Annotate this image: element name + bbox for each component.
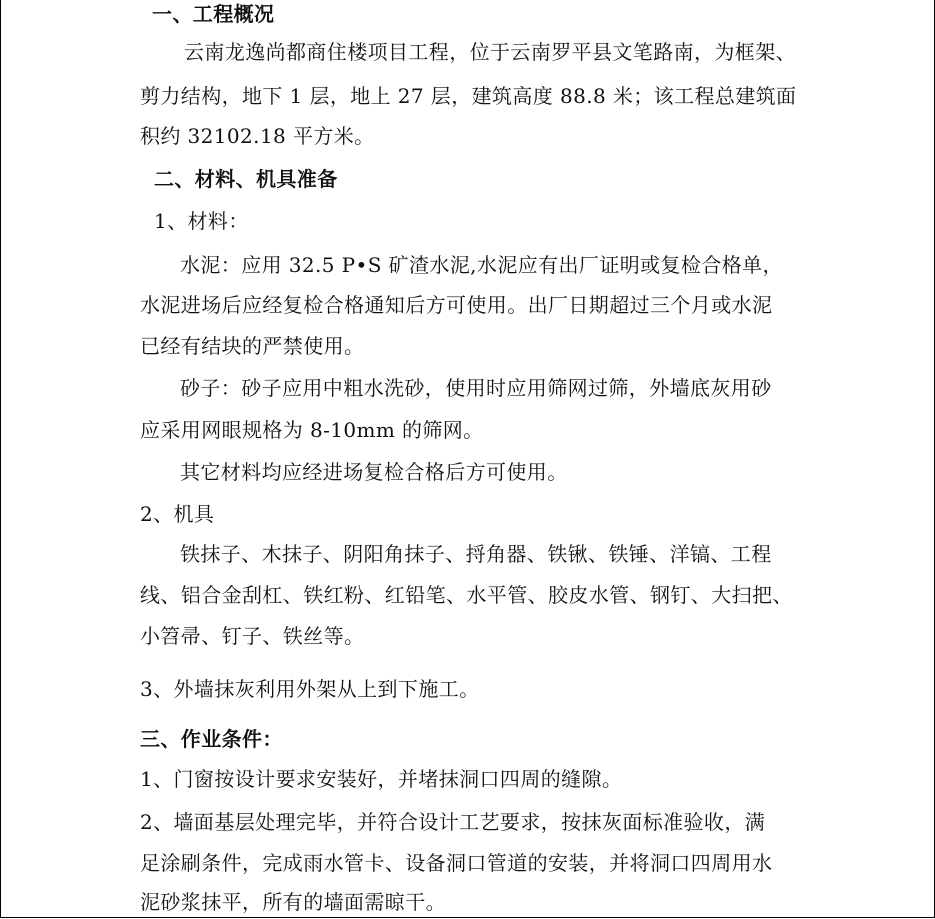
cement-line3: 已经有结块的严禁使用。 — [140, 334, 365, 358]
sand-line2: 应采用网眼规格为 8-10mm 的筛网。 — [140, 418, 484, 442]
plastering-method-line: 3、外墙抹灰利用外架从上到下施工。 — [140, 677, 480, 701]
cement-line1: 水泥：应用 32.5 P•S 矿渣水泥,水泥应有出厂证明或复检合格单， — [180, 253, 783, 277]
condition-item2-line2: 足涂刷条件，完成雨水管卡、设备洞口管道的安装，并将洞口四周用水 — [140, 851, 773, 875]
sand-line1: 砂子：砂子应用中粗水洗砂，使用时应用筛网过筛，外墙底灰用砂 — [180, 376, 772, 400]
section1-heading: 一、工程概况 — [152, 2, 275, 26]
section2-heading: 二、材料、机具准备 — [154, 167, 338, 191]
tools-line3: 小笤帚、钉子、铁丝等。 — [140, 624, 365, 648]
section1-paragraph-line2: 剪力结构，地下 1 层，地上 27 层，建筑高度 88.8 米；该工程总建筑面 — [140, 84, 797, 108]
tools-line1: 铁抹子、木抹子、阴阳角抹子、捋角器、铁锹、铁锤、洋镐、工程 — [180, 542, 772, 566]
section1-paragraph-line3: 积约 32102.18 平方米。 — [140, 124, 375, 148]
condition-item2-line3: 泥砂浆抹平，所有的墙面需晾干。 — [140, 890, 446, 914]
tools-line2: 线、铝合金刮杠、铁红粉、红铅笔、水平管、胶皮水管、钢钉、大扫把、 — [140, 583, 793, 607]
other-materials-line: 其它材料均应经进场复检合格后方可使用。 — [180, 460, 568, 484]
condition-item1: 1、门窗按设计要求安装好，并堵抹洞口四周的缝隙。 — [140, 767, 623, 791]
cement-line2: 水泥进场后应经复检合格通知后方可使用。出厂日期超过三个月或水泥 — [140, 293, 773, 317]
condition-item2-line1: 2、墙面基层处理完毕，并符合设计工艺要求，按抹灰面标准验收，满 — [140, 810, 766, 834]
section1-paragraph-line1: 云南龙逸尚都商住楼项目工程，位于云南罗平县文笔路南，为框架、 — [184, 40, 796, 64]
tools-subheading: 2、机具 — [140, 502, 215, 526]
materials-subheading: 1、材料： — [154, 209, 249, 233]
section3-heading: 三、作业条件： — [140, 727, 283, 751]
